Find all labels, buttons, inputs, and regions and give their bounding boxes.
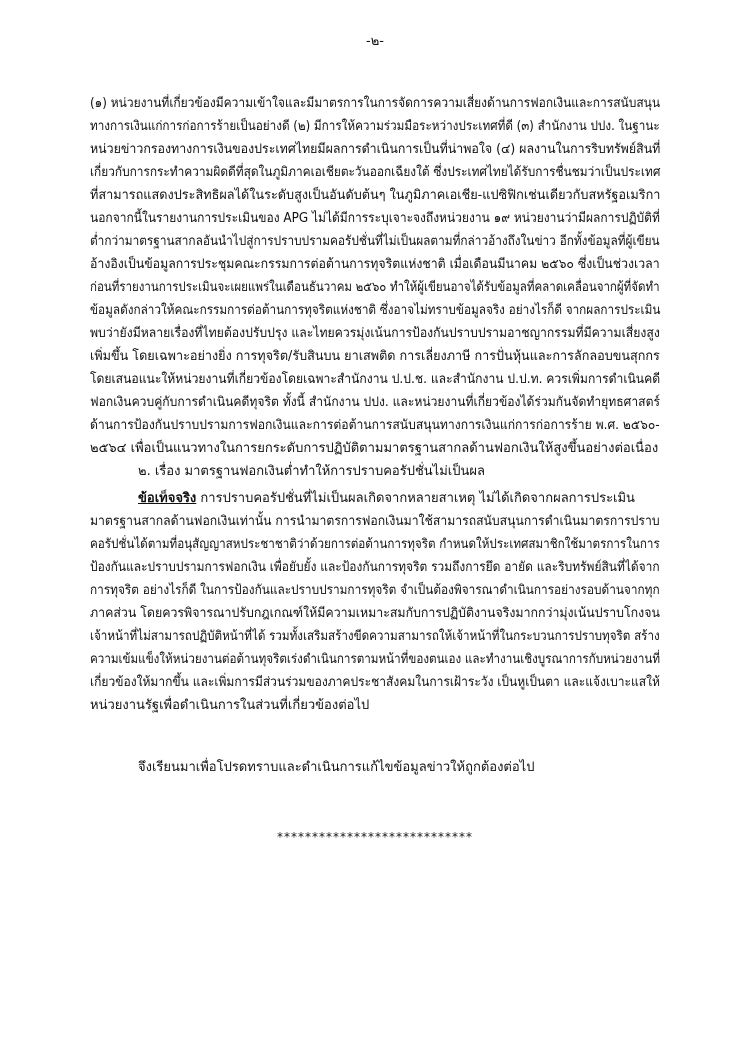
paragraph-line: เจ้าหน้าที่ไม่สามารถปฏิบัติหน้าที่ได้ รวมทั้งเสริมสร้างขีดความสามารถให้เจ้าหน้าที่ในกระบวนการปราบทุจริต สร้าง [90,629,660,644]
paragraph-line: เกี่ยวกับการกระทำความผิดดีที่สุดในภูมิภาคเอเชียตะวันออกเฉียงใต้ ซึ่งประเทศไทยได้รับการชื่นชมว่าเป็นประเทศ [90,165,661,180]
paragraph-line: ด้านการป้องกันปราบปรามการฟอกเงินและการต่อต้านการสนับสนุนทางการเงินแก่การก่อการร้าย พ.ศ. ๒๕๖๐- [90,418,660,433]
paragraph-line: ป้องกันและปราบปรามการฟอกเงิน เพื่อยับยั้ง และป้องกันการทุจริต รวมถึงการยึด อายัด และริบทรัพย์สินที่ได้จาก [90,560,660,575]
paragraph-line [138,489,635,509]
paragraph-2-first-line: การปราบคอรัปชั่นที่ไม่เป็นผลเกิดจากหลายสาเหตุ ไม่ได้เกิดจากผลการประเมิน [196,491,635,506]
paragraph-line: ๒๕๖๔ เพื่อเป็นแนวทางในการยกระดับการปฏิบัติตามมาตรฐานสากลด้านฟอกเงินให้สูงขึ้นอย่างต่อเนื่อง [90,441,659,456]
paragraph-line: มาตรฐานสากลด้านฟอกเงินเท่านั้น การนำมาตรการฟอกเงินมาใช้สามารถสนับสนุนการดำเนินมาตรการปราบ [90,514,660,529]
paragraph-line: (๑) หน่วยงานที่เกี่ยวข้องมีความเข้าใจและมีมาตรการในการจัดการความเสี่ยงด้านการฟอกเงินและการสนับสนุน [90,96,661,111]
paragraph-line: การทุจริต อย่างไรก็ดี ในการป้องกันและปราบปรามการทุจริต จำเป็นต้องพิจารณาดำเนินการอย่างรอบด้านจากทุก [90,583,660,598]
paragraph-line: เพิ่มขึ้น โดยเฉพาะอย่างยิ่ง การทุจริต/รับสินบน ยาเสพติด การเลี่ยงภาษี การปั่นหุ้นและการลักลอบขนสุกกร [90,349,660,364]
paragraph-line: ความเข้มแข็งให้หน่วยงานต่อต้านทุจริตเร่งดำเนินการตามหน้าที่ของตนเอง และทำงานเชิงบูรณาการกับหน่วยงานที่ [90,652,661,667]
paragraph-line: ฟอกเงินควบคู่กับการดำเนินคดีทุจริต ทั้งนี้ สำนักงาน ปปง. และหน่วยงานที่เกี่ยวข้องได้ร่วมกันจัดทำยุทธศาสตร์ [90,395,660,410]
paragraph-line: ทางการเงินแก่การก่อการร้ายเป็นอย่างดี (๒) มีการให้ความร่วมมือระหว่างประเทศที่ดี (๓) สำนักงาน ปปง. ในฐานะ [90,119,660,134]
paragraph-line: ภาคส่วน โดยควรพิจารณาปรับกฎเกณฑ์ให้มีความเหมาะสมกับการปฏิบัติงานจริงมากกว่ามุ่งเน้นปราบโกงจน [90,606,660,621]
closing-line: จึงเรียนมาเพื่อโปรดทราบและดำเนินการแก้ไขข้อมูลข่าวให้ถูกต้องต่อไป [138,760,535,775]
paragraph-line: ก่อนที่รายงานการประเมินจะเผยแพร่ในเดือนธันวาคม ๒๕๖๐ ทำให้ผู้เขียนอาจได้รับข้อมูลที่คลาดเคลื่อนจากผู้ที่จัดทำ [90,280,660,295]
paragraph-line: อ้างอิงเป็นข้อมูลการประชุมคณะกรรมการต่อต้านการทุจริตแห่งชาติ เมื่อเดือนมีนาคม ๒๕๖๐ ซึ่งเป็นช่วงเวลา [90,257,660,272]
paragraph-line: ที่สามารถแสดงประสิทธิผลได้ในระดับสูงเป็นอันดับต้นๆ ในภูมิภาคเอเชีย-แปซิฟิกเช่นเดียวกับสหรัฐอเมริกา [90,188,661,203]
paragraph-line: หน่วยงานรัฐเพื่อดำเนินการในส่วนที่เกี่ยวข้องต่อไป [90,698,370,713]
end-marker: **************************** [277,830,473,844]
facts-label: ข้อเท็จจริง [138,491,197,506]
paragraph-line: พบว่ายังมีหลายเรื่องที่ไทยต้องปรับปรุง และไทยควรมุ่งเน้นการป้องกันปราบปรามอาชญากรรมที่มีความเสี่ยงสูง [90,326,660,341]
section-2-heading: ๒. เรื่อง มาตรฐานฟอกเงินต่ำทำให้การปราบคอรัปชั่นไม่เป็นผล [138,464,485,479]
paragraph-line: ต่ำกว่ามาตรฐานสากลอันนำไปสู่การปราบปรามคอรัปชั่นที่ไม่เป็นผลตามที่กล่าวอ้างถึงในข่าว อีกทั้งข้อมูลที่ผู้เขียน [90,234,660,249]
paragraph-line: เกี่ยวข้องให้มากขึ้น และเพิ่มการมีส่วนร่วมของภาคประชาสังคมในการเฝ้าระวัง เป็นหูเป็นตา และแจ้งเบาะแสให้ [90,675,660,690]
paragraph-line: โดยเสนอแนะให้หน่วยงานที่เกี่ยวข้องโดยเฉพาะสำนักงาน ป.ป.ช. และสำนักงาน ป.ป.ท. ควรเพิ่มการดำเนินคดี [90,372,661,387]
paragraph-line: ข้อมูลดังกล่าวให้คณะกรรมการต่อต้านการทุจริตแห่งชาติ ซึ่งอาจไม่ทราบข้อมูลจริง อย่างไรก็ดี จากผลการประเมิน [90,303,661,318]
paragraph-line: คอรัปชั่นได้ตามที่อนุสัญญาสหประชาชาติว่าด้วยการต่อต้านการทุจริต กำหนดให้ประเทศสมาชิกใช้มาตรการในการ [90,537,660,552]
paragraph-line: นอกจากนี้ในรายงานการประเมินของ APG ไม่ได้มีการระบุเจาะจงถึงหน่วยงาน ๑๙ หน่วยงานว่ามีผลการปฏิบัติที่ [90,211,660,226]
page-number: -๒- [366,34,384,49]
paragraph-line: หน่วยข่าวกรองทางการเงินของประเทศไทยมีผลการดำเนินการเป็นที่น่าพอใจ (๔) ผลงานในการริบทรัพย์สินที่ [90,142,661,157]
